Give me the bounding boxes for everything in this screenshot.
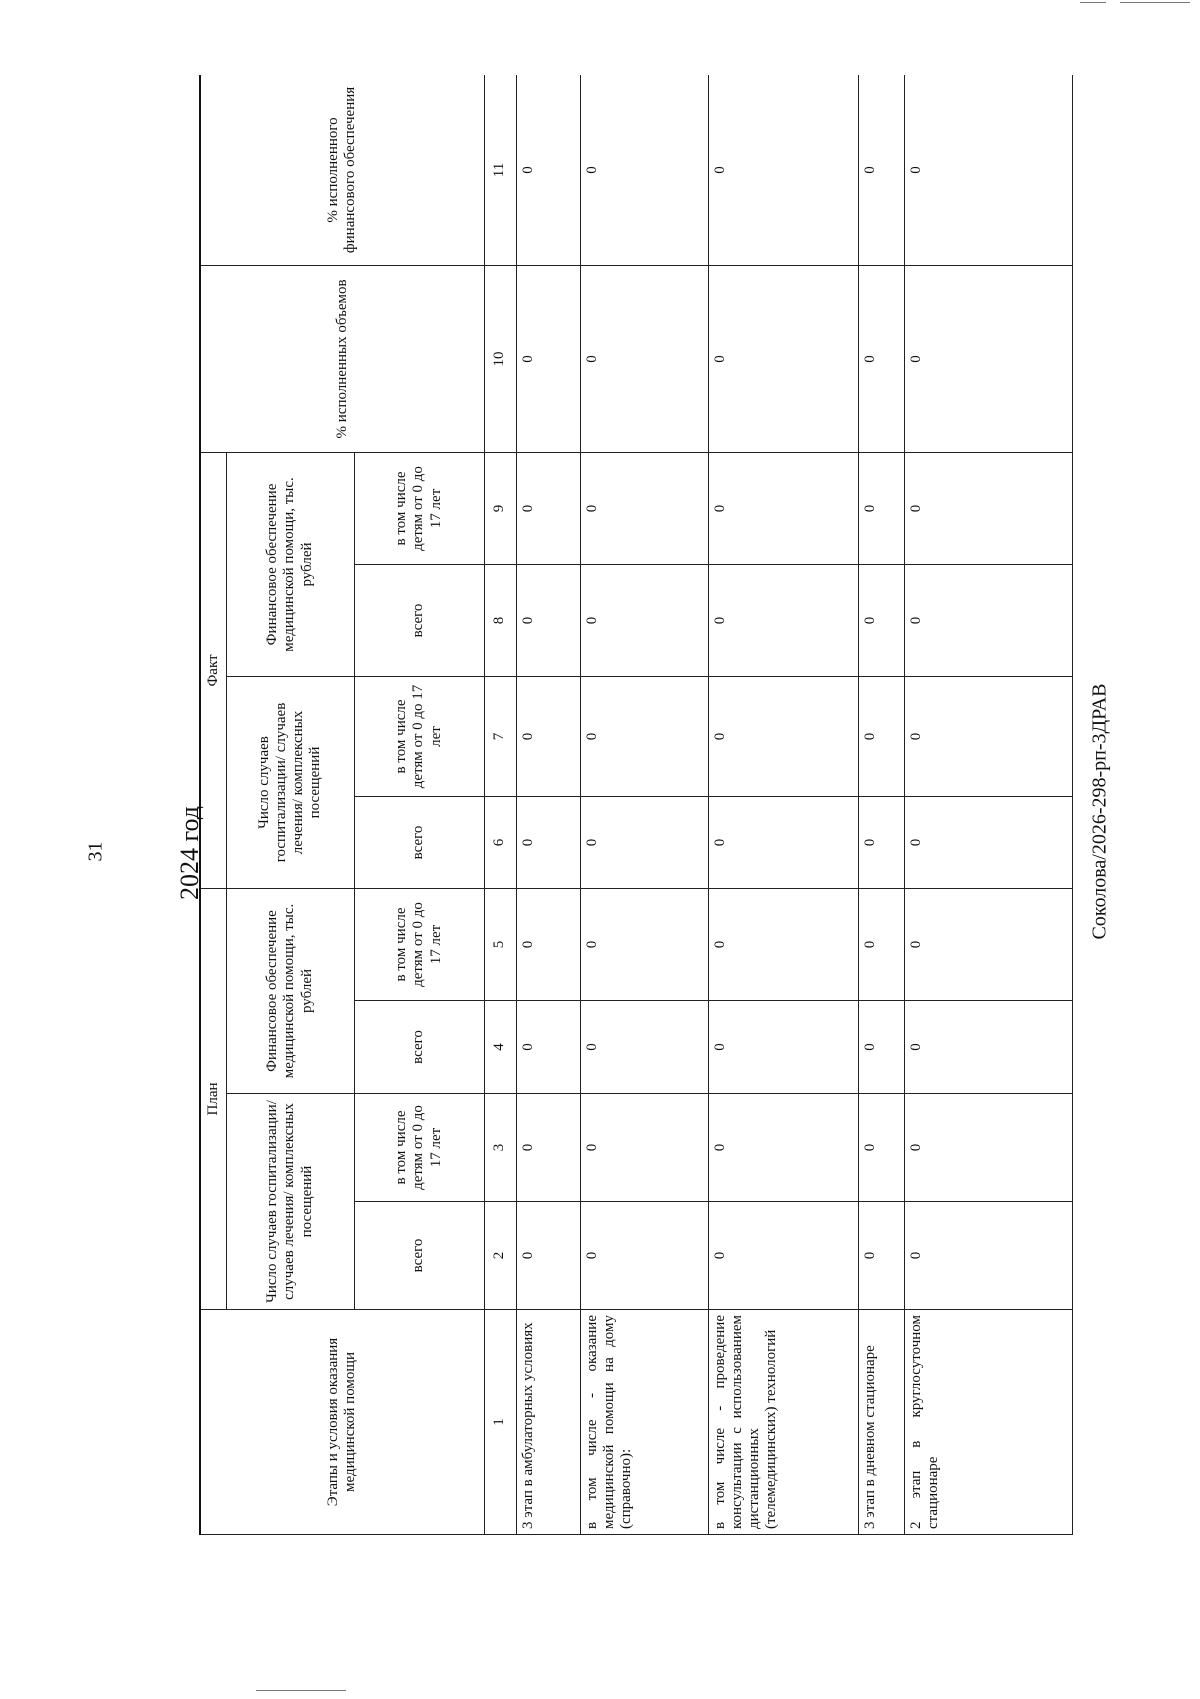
table-cell: 0 (708, 1001, 858, 1094)
table-cell: 0 (708, 265, 858, 452)
scan-mark (1080, 2, 1106, 3)
document-code: Соколова/2026-298-рп-3ДРАВ (1088, 683, 1111, 940)
table-cell: 0 (580, 888, 708, 1000)
header-pct-volume: % исполненных объемов (200, 265, 484, 452)
column-number: 6 (484, 796, 516, 888)
header-fact-finance: Финансовое обеспечение медицинской помощи, тыс. рублей (226, 452, 354, 676)
table-cell: 0 (904, 452, 1073, 564)
table-cell: 0 (516, 452, 580, 564)
header-stages: Этапы и условия оказания медицинской помощи (200, 1310, 484, 1535)
header-plan-cases: Число случаев госпитализации/ случаев лечения/ комплексных посещений (226, 1094, 354, 1310)
table-cell: 0 (904, 888, 1073, 1000)
table-cell: 0 (708, 1094, 858, 1202)
table-cell: 0 (580, 265, 708, 452)
column-number: 7 (484, 676, 516, 796)
page-title: 2024 год (175, 806, 204, 900)
table-cell: 0 (580, 452, 708, 564)
column-number: 10 (484, 265, 516, 452)
header-fact-cases: Число случаев госпитализации/ случаев лечения/ комплексных посещений (226, 676, 354, 888)
column-number: 2 (484, 1202, 516, 1310)
table-cell: 0 (516, 888, 580, 1000)
table-cell: 0 (858, 1001, 904, 1094)
row-stage-label: в том числе - проведение консультации с использованием дистанционных (телемедицинских) технологий (708, 1310, 858, 1535)
row-stage-label: 3 этап в амбулаторных условиях (516, 1310, 580, 1535)
table-cell: 0 (516, 1001, 580, 1094)
table-cell: 0 (708, 676, 858, 796)
header-plan-finance: Финансовое обеспечение медицинской помощи, тыс. рублей (226, 888, 354, 1093)
table-cell: 0 (904, 796, 1073, 888)
column-number-row (484, 75, 516, 1535)
table-cell: 0 (516, 1094, 580, 1202)
table-row (580, 75, 708, 1535)
table-cell: 0 (516, 75, 580, 265)
row-stage-label: в том числе - оказание медицинской помощи на дому (справочно): (580, 1310, 708, 1535)
table-row (516, 75, 580, 1535)
table-cell: 0 (580, 1001, 708, 1094)
header-fact-cases-children: в том числе детям от 0 до 17 лет (354, 676, 484, 796)
table-cell: 0 (708, 75, 858, 265)
table-cell: 0 (858, 452, 904, 564)
header-plan-cases-children: в том числе детям от 0 до 17 лет (354, 1094, 484, 1202)
table-cell: 0 (708, 1202, 858, 1310)
table-cell: 0 (904, 1094, 1073, 1202)
column-number: 5 (484, 888, 516, 1000)
column-number: 11 (484, 75, 516, 265)
table-cell: 0 (858, 1202, 904, 1310)
report-table (199, 75, 1073, 1535)
table-cell: 0 (904, 564, 1073, 676)
table-cell: 0 (580, 75, 708, 265)
header-pct-finance: % исполненного финансового обеспечения (200, 75, 484, 265)
table-cell: 0 (516, 265, 580, 452)
header-plan: План (200, 888, 226, 1309)
header-fact-finance-total: всего (354, 564, 484, 676)
table-row (708, 75, 858, 1535)
table-cell: 0 (904, 1001, 1073, 1094)
scan-mark (256, 1690, 346, 1691)
header-plan-finance-children: в том числе детям от 0 до 17 лет (354, 888, 484, 1000)
table-cell: 0 (580, 564, 708, 676)
header-fact-cases-total: всего (354, 796, 484, 888)
header-fact: Факт (200, 452, 226, 888)
table-cell: 0 (858, 265, 904, 452)
table-cell: 0 (708, 888, 858, 1000)
page-number: 31 (84, 841, 107, 862)
table-cell: 0 (516, 796, 580, 888)
table-cell: 0 (858, 676, 904, 796)
column-number: 9 (484, 452, 516, 564)
row-stage-label: 2 этап в круглосуточном стационаре (904, 1310, 1073, 1535)
scan-mark (1120, 2, 1190, 3)
row-stage-label: 3 этап в дневном стационаре (858, 1310, 904, 1535)
report-table-container (199, 75, 1073, 1535)
table-cell: 0 (516, 1202, 580, 1310)
table-cell: 0 (708, 796, 858, 888)
table-cell: 0 (904, 75, 1073, 265)
table-cell: 0 (858, 796, 904, 888)
table-cell: 0 (516, 564, 580, 676)
table-cell: 0 (904, 265, 1073, 452)
table-cell: 0 (580, 1202, 708, 1310)
table-cell: 0 (858, 75, 904, 265)
table-cell: 0 (580, 1094, 708, 1202)
header-fact-finance-children: в том числе детям от 0 до 17 лет (354, 452, 484, 564)
header-plan-finance-total: всего (354, 1001, 484, 1094)
table-cell: 0 (858, 564, 904, 676)
table-row (858, 75, 904, 1535)
table-cell: 0 (580, 676, 708, 796)
table-cell: 0 (708, 452, 858, 564)
column-number: 3 (484, 1094, 516, 1202)
table-cell: 0 (858, 1094, 904, 1202)
table-row (904, 75, 1073, 1535)
column-number: 1 (484, 1310, 516, 1535)
table-cell: 0 (708, 564, 858, 676)
column-number: 4 (484, 1001, 516, 1094)
header-plan-cases-total: всего (354, 1202, 484, 1310)
table-cell: 0 (858, 888, 904, 1000)
table-cell: 0 (516, 676, 580, 796)
column-number: 8 (484, 564, 516, 676)
table-cell: 0 (580, 796, 708, 888)
table-cell: 0 (904, 1202, 1073, 1310)
table-cell: 0 (904, 676, 1073, 796)
